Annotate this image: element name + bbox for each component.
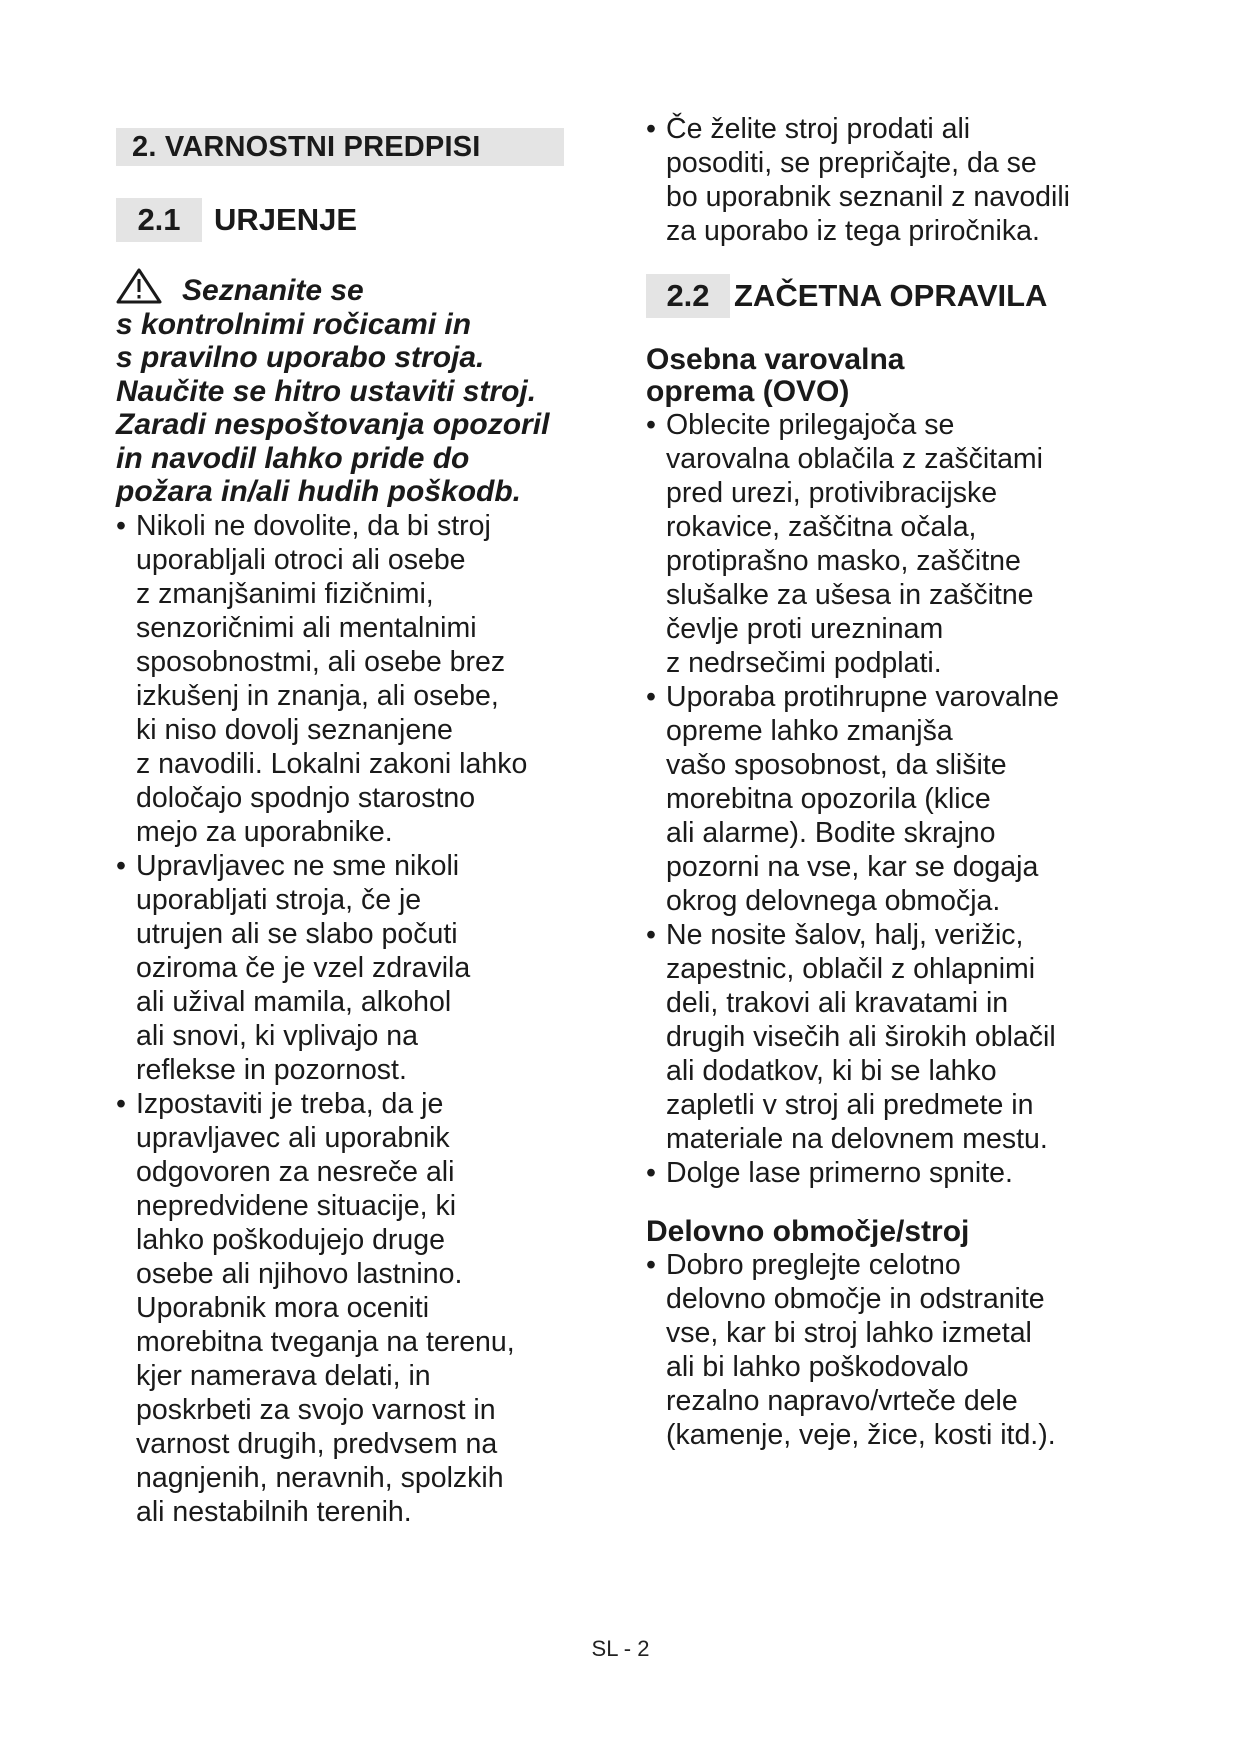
text-line: morebitna tveganja na terenu, xyxy=(136,1325,515,1358)
text-line: ali nestabilnih terenih. xyxy=(136,1495,412,1528)
text-line: z navodili. Lokalni zakoni lahko xyxy=(136,747,528,780)
text-line: materiale na delovnem mestu. xyxy=(666,1123,1048,1155)
text-line: ali alarme). Bodite skrajno xyxy=(666,817,996,849)
text-line: delovno območje in odstranite xyxy=(666,1283,1045,1315)
bullet-dot: • xyxy=(646,1157,656,1189)
list-item xyxy=(646,1248,1146,1452)
text-line: pozorni na vse, kar se dogaja xyxy=(666,851,1039,883)
bullet-dot: • xyxy=(646,409,656,441)
text-line: ali bi lahko poškodovalo xyxy=(666,1351,969,1383)
left-bullet-list xyxy=(116,509,616,1529)
bullet-dot: • xyxy=(646,113,656,145)
text-line: Izpostaviti je treba, da je xyxy=(136,1087,444,1120)
list-item xyxy=(646,1156,1146,1190)
work-area-bullet-list xyxy=(646,1248,1146,1452)
text-line: varovalna oblačila z zaščitami xyxy=(666,443,1043,475)
text-line: Upravljavec ne sme nikoli xyxy=(136,849,460,882)
bullet-dot: • xyxy=(116,849,126,882)
text-line: mejo za uporabnike. xyxy=(136,815,393,848)
text-line: z nedrsečimi podplati. xyxy=(666,647,942,679)
heading-line: oprema (OVO) xyxy=(646,375,850,408)
text-line: bo uporabnik seznanil z navodili xyxy=(666,181,1071,213)
warning-line: Seznanite se xyxy=(182,274,364,307)
text-line: utrujen ali se slabo počuti xyxy=(136,917,458,950)
bullet-dot: • xyxy=(646,919,656,951)
list-item xyxy=(646,918,1146,1156)
text-line: ali snovi, ki vplivajo na xyxy=(136,1019,418,1052)
text-line: upravljavec ali uporabnik xyxy=(136,1121,450,1154)
text-line: opreme lahko zmanjša xyxy=(666,715,953,747)
text-line: reflekse in pozornost. xyxy=(136,1053,407,1086)
warning-triangle-icon xyxy=(116,268,162,304)
text-line: zapestnic, oblačil z ohlapnimi xyxy=(666,953,1036,985)
text-line: (kamenje, veje, žice, kosti itd.). xyxy=(666,1419,1056,1451)
text-line: uporabljali otroci ali osebe xyxy=(136,543,466,576)
text-line: varnost drugih, predvsem na xyxy=(136,1427,498,1460)
bullet-dot: • xyxy=(646,1249,656,1281)
list-item xyxy=(116,1087,616,1529)
subsection-2-1 xyxy=(116,198,616,242)
text-line: odgovoren za nesreče ali xyxy=(136,1155,455,1188)
text-line: protiprašno masko, zaščitne xyxy=(666,545,1021,577)
text-line: določajo spodnjo starostno xyxy=(136,781,476,814)
text-line: Ne nosite šalov, halj, verižic, xyxy=(666,919,1024,951)
text-line: drugih visečih ali širokih oblačil xyxy=(666,1021,1056,1053)
warning-line: Naučite se hitro ustaviti stroj. xyxy=(116,374,537,408)
warning-line: s kontrolnimi ročicami in xyxy=(116,307,472,341)
ppe-heading xyxy=(646,344,1146,408)
text-line: oziroma če je vzel zdravila xyxy=(136,951,471,984)
heading-line: Osebna varovalna xyxy=(646,343,905,376)
subsection-number: 2.2 xyxy=(646,274,730,318)
warning-line: Zaradi nespoštovanja opozoril xyxy=(116,408,550,441)
warning-line: in navodil lahko pride do xyxy=(116,441,470,475)
text-line: Nikoli ne dovolite, da bi stroj xyxy=(136,509,491,542)
text-line: Dobro preglejte celotno xyxy=(666,1249,961,1281)
text-line: z zmanjšanimi fizičnimi, xyxy=(136,577,434,610)
text-line: deli, trakovi ali kravatami in xyxy=(666,987,1009,1019)
text-line: posoditi, se prepričajte, da se xyxy=(666,147,1037,179)
ppe-bullet-list xyxy=(646,408,1146,1190)
bullet-dot: • xyxy=(116,509,126,542)
list-item xyxy=(646,680,1146,918)
text-line: ki niso dovolj seznanjene xyxy=(136,713,453,746)
subsection-label: URJENJE xyxy=(214,202,357,237)
text-line: kjer namerava delati, in xyxy=(136,1359,431,1392)
list-item xyxy=(646,112,1146,248)
warning-line: s pravilno uporabo stroja. xyxy=(116,341,485,374)
text-line: Dolge lase primerno spnite. xyxy=(666,1157,1013,1189)
text-line: pred urezi, protivibracijske xyxy=(666,477,998,509)
bullet-dot: • xyxy=(116,1087,126,1120)
text-line: senzoričnimi ali mentalnimi xyxy=(136,611,477,644)
text-line: zapletli v stroj ali predmete in xyxy=(666,1089,1034,1121)
subsection-2-2 xyxy=(646,274,1146,318)
text-line: ali dodatkov, ki bi se lahko xyxy=(666,1055,997,1087)
text-line: uporabljati stroja, če je xyxy=(136,883,422,916)
text-line: sposobnostmi, ali osebe brez xyxy=(136,645,506,678)
right-top-bullet-list xyxy=(646,112,1146,248)
warning-block xyxy=(116,268,616,509)
text-line: izkušenj in znanja, ali osebe, xyxy=(136,679,499,712)
text-line: slušalke za ušesa in zaščitne xyxy=(666,579,1034,611)
work-area-heading: Delovno območje/stroj xyxy=(646,1215,970,1248)
left-column xyxy=(116,128,616,1529)
right-column xyxy=(646,112,1146,1452)
subsection-number: 2.1 xyxy=(116,198,202,242)
text-line: čevlje proti urezninam xyxy=(666,613,944,645)
text-line: lahko poškodujejo druge xyxy=(136,1223,445,1256)
list-item xyxy=(116,849,616,1087)
text-line: za uporabo iz tega priročnika. xyxy=(666,215,1040,247)
text-line: poskrbeti za svojo varnost in xyxy=(136,1393,496,1426)
page-number: SL - 2 xyxy=(591,1636,650,1661)
bullet-dot: • xyxy=(646,681,656,713)
text-line: Če želite stroj prodati ali xyxy=(666,113,971,145)
text-line: nepredvidene situacije, ki xyxy=(136,1189,457,1222)
text-line: rokavice, zaščitna očala, xyxy=(666,511,977,543)
text-line: vašo sposobnost, da slišite xyxy=(666,749,1007,781)
text-line: rezalno napravo/vrteče dele xyxy=(666,1385,1018,1417)
warning-line: požara in/ali hudih poškodb. xyxy=(116,475,522,508)
list-item xyxy=(646,408,1146,680)
text-line: Uporabnik mora oceniti xyxy=(136,1291,430,1324)
text-line: nagnjenih, neravnih, spolzkih xyxy=(136,1461,504,1494)
text-line: morebitna opozorila (klice xyxy=(666,783,991,815)
text-line: Oblecite prilegajoča se xyxy=(666,409,955,441)
text-line: ali užival mamila, alkohol xyxy=(136,985,452,1018)
text-line: osebe ali njihovo lastnino. xyxy=(136,1257,463,1290)
text-line: vse, kar bi stroj lahko izmetal xyxy=(666,1317,1032,1349)
section-title: 2. VARNOSTNI PREDPISI xyxy=(116,128,564,166)
subsection-label: ZAČETNA OPRAVILA xyxy=(734,278,1048,313)
list-item xyxy=(116,509,616,849)
text-line: Uporaba protihrupne varovalne xyxy=(666,681,1059,713)
text-line: okrog delovnega območja. xyxy=(666,885,1001,917)
